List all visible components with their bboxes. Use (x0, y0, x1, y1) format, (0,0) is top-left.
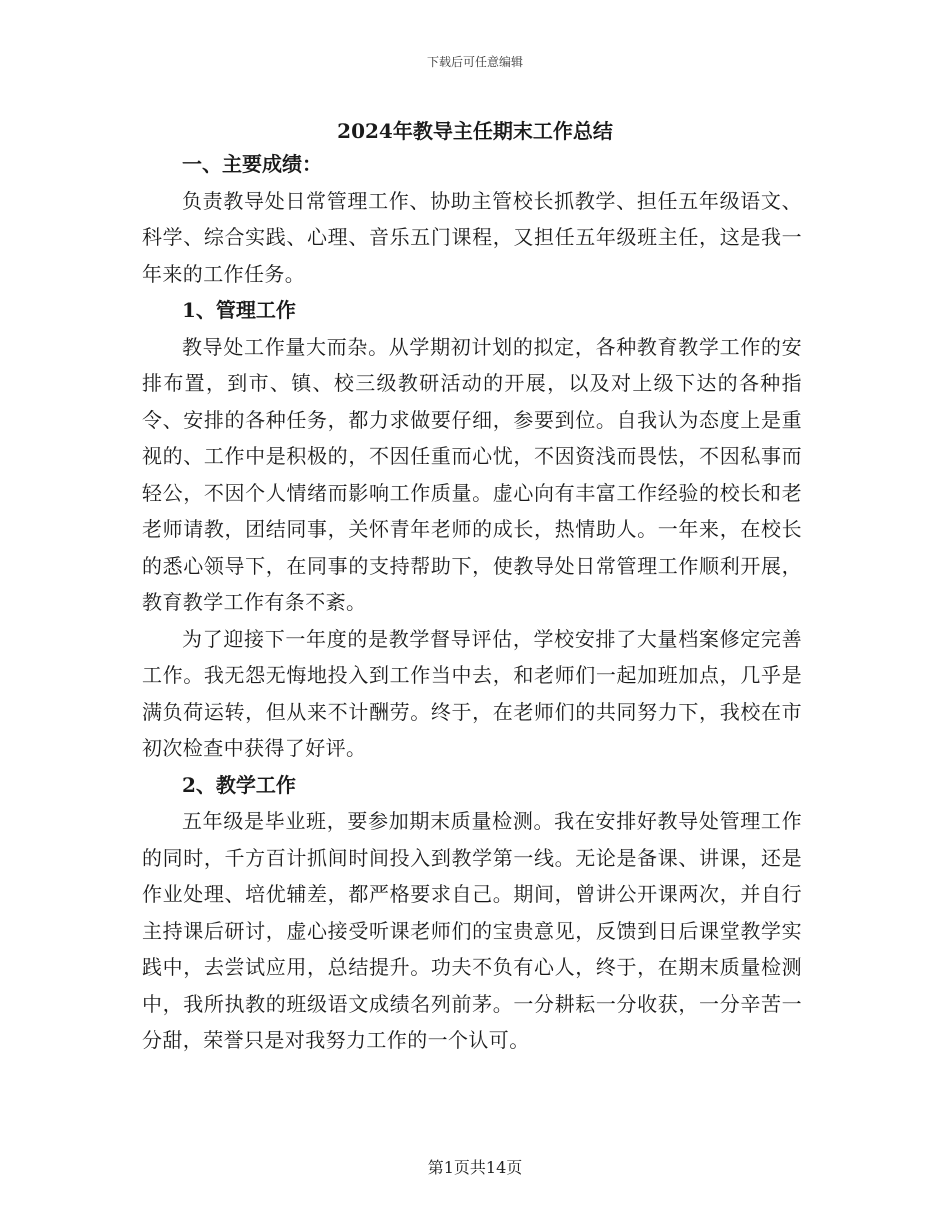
header-note: 下载后可任意编辑 (426, 55, 523, 69)
paragraph-management-1: 教导处工作量大而杂。从学期初计划的拟定，各种教育教学工作的安排布置，到市、镇、校三级教研活动的开展，以及对上级下达的各种指令、安排的各种任务，都力求做要仔细，参要到位。自我认为态度上是重视的、工作中是积极的，不因任重而心忧，不因资浅而畏怯，不因私事而轻公，不因个人情绪而影响工作质量。虚心向有丰富工作经验的校长和老老师请教，团结同事，关怀青年老师的成长，热情助人。一年来，在校长的悉心领导下，在同事的支持帮助下，使教导处日常管理工作顺利开展，教育教学工作有条不紊。 (142, 334, 802, 614)
document-body (142, 146, 802, 1059)
section-heading-main-achievements: 一、主要成绩： (182, 152, 322, 176)
paragraph-intro: 负责教导处日常管理工作、协助主管校长抓教学、担任五年级语文、科学、综合实践、心理、音乐五门课程，又担任五年级班主任，这是我一年来的工作任务。 (142, 188, 802, 286)
page-number-footer: 第1页共14页 (427, 1158, 523, 1177)
document-title: 2024年教导主任期末工作总结 (337, 119, 613, 143)
paragraph-teaching-1: 五年级是毕业班，要参加期末质量检测。我在安排好教导处管理工作的同时，千方百计抓间时间投入到教学第一线。无论是备课、讲课，还是作业处理、培优辅差，都严格要求自己。期间，曾讲公开课两次，并自行主持课后研讨，虚心接受听课老师们的宝贵意见，反馈到日后课堂教学实践中，去尝试应用，总结提升。功夫不负有心人，终于，在期末质量检测中，我所执教的班级语文成绩名列前茅。一分耕耘一分收获，一分辛苦一分甜，荣誉只是对我努力工作的一个认可。 (142, 809, 802, 1052)
paragraph-management-2: 为了迎接下一年度的是教学督导评估，学校安排了大量档案修定完善工作。我无怨无悔地投入到工作当中去，和老师们一起加班加点，几乎是满负荷运转，但从来不计酬劳。终于，在老师们的共同努力下，我校在市初次检查中获得了好评。 (142, 626, 802, 760)
section-heading-management: 1、管理工作 (182, 298, 296, 322)
section-heading-teaching: 2、教学工作 (182, 772, 296, 797)
